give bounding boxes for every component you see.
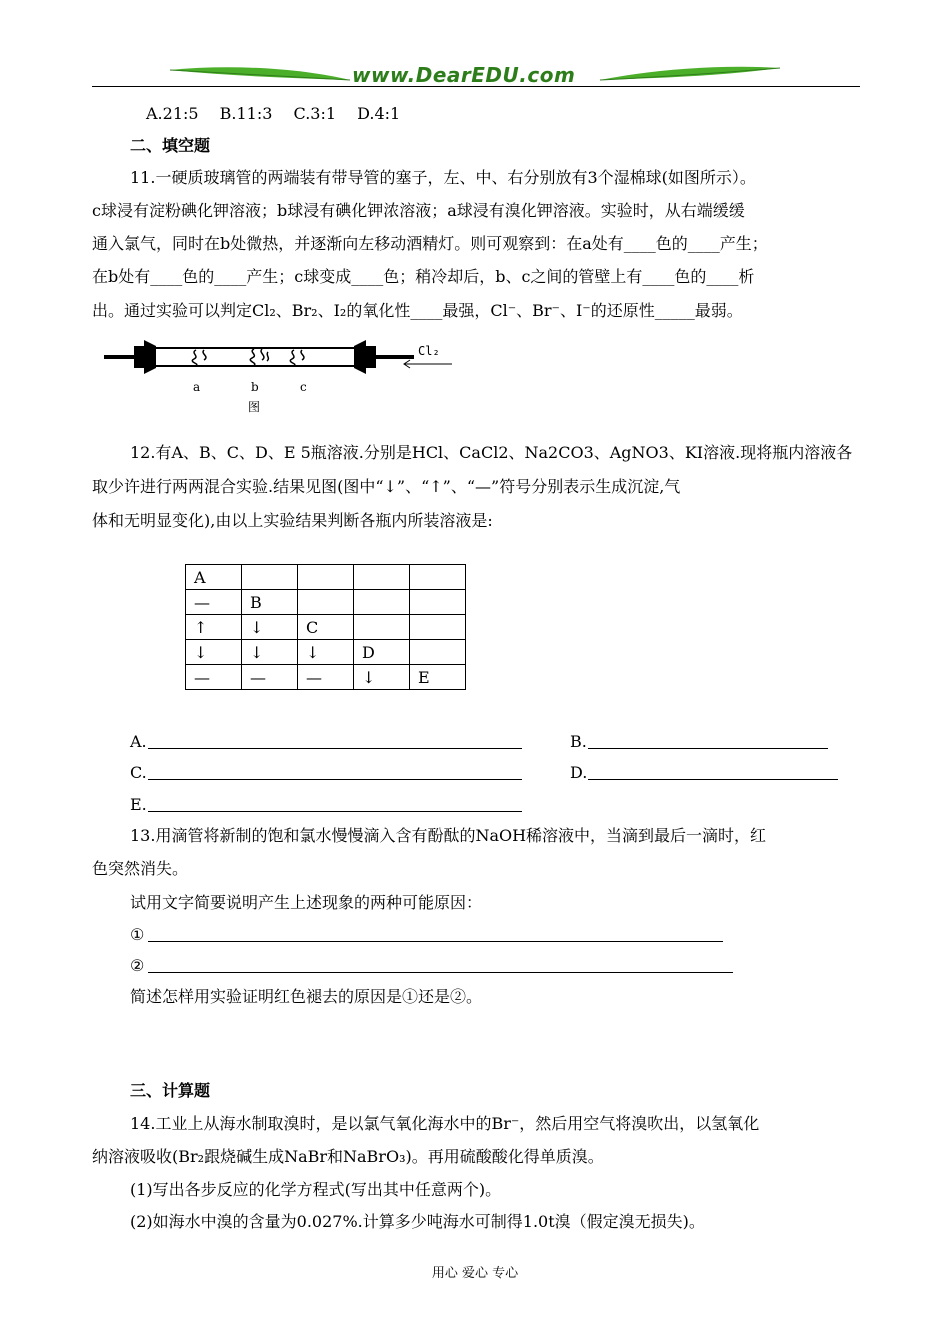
table-cell: —	[186, 590, 242, 615]
q14-line-3: (1)写出各步反应的化学方程式(写出其中任意两个)。	[130, 1180, 502, 1199]
q11-line-4: 在b处有____色的____产生；c球变成____色；稍冷却后，b、c之间的管壁上有____色的____析	[92, 267, 755, 286]
table-row	[186, 665, 466, 690]
table-cell: A	[186, 565, 242, 590]
answer-b-blank[interactable]	[588, 748, 828, 749]
table-cell	[410, 565, 466, 590]
answer-c-blank[interactable]	[148, 779, 522, 780]
q12-line-1: 12.有A、B、C、D、E 5瓶溶液.分别是HCl、CaCl2、Na2CO3、AgNO3、KI溶液.现将瓶内溶液各	[130, 443, 853, 462]
glass-tube-figure	[104, 336, 464, 416]
answer-c-label: C.	[130, 763, 147, 782]
reason-2-label: ②	[130, 956, 145, 975]
table-cell: D	[354, 640, 410, 665]
q11-line-2: c球浸有淀粉碘化钾溶液；b球浸有碘化钾浓溶液；a球浸有溴化钾溶液。实验时，从右端缓缓	[92, 201, 745, 220]
reason-2-blank[interactable]	[148, 972, 733, 973]
q13-line-3: 试用文字简要说明产生上述现象的两种可能原因：	[130, 893, 483, 912]
q14-line-1: 14.工业上从海水制取溴时，是以氯气氧化海水中的Br⁻，然后用空气将溴吹出，以氢氧化	[130, 1114, 760, 1133]
reason-1-label: ①	[130, 925, 145, 944]
reaction-table	[185, 564, 466, 690]
section2-title: 二、填空题	[130, 136, 211, 155]
ball-b-label: b	[251, 380, 259, 394]
q14-line-4: (2)如海水中溴的含量为0.027%.计算多少吨海水可制得1.0t溴（假定溴无损失)。	[130, 1212, 705, 1231]
figure-caption: 图	[248, 400, 261, 414]
table-cell	[410, 640, 466, 665]
table-cell: C	[298, 615, 354, 640]
answer-a-label: A.	[130, 732, 147, 751]
table-cell: —	[186, 665, 242, 690]
page-footer: 用心 爱心 专心	[431, 1266, 519, 1281]
table-cell	[354, 565, 410, 590]
site-logo[interactable]: www.DearEDU.com	[352, 63, 576, 87]
table-cell	[354, 615, 410, 640]
answer-e-blank[interactable]	[148, 811, 522, 812]
answer-b-label: B.	[570, 732, 587, 751]
q11-line-3: 通入氯气，同时在b处微热，并逐渐向左移动酒精灯。则可观察到：在a处有____色的____产生；	[92, 234, 768, 253]
table-cell: ↓	[242, 640, 298, 665]
q11-line-5: 出。通过实验可以判定Cl₂、Br₂、I₂的氧化性____最强，Cl⁻、Br⁻、I⁻的还原性_____最弱。	[92, 301, 743, 320]
answer-a-blank[interactable]	[148, 748, 522, 749]
table-cell: —	[242, 665, 298, 690]
table-cell: —	[298, 665, 354, 690]
header-rule	[92, 86, 860, 87]
answer-e-label: E.	[130, 795, 147, 814]
table-cell: B	[242, 590, 298, 615]
table-cell	[298, 590, 354, 615]
q13-line-2: 色突然消失。	[92, 859, 189, 878]
ball-c-label: c	[300, 380, 307, 394]
q11-line-1: 11.一硬质玻璃管的两端装有带导管的塞子，左、中、右分别放有3个湿棉球(如图所示）。	[130, 168, 756, 187]
table-cell: ↓	[186, 640, 242, 665]
table-cell	[242, 565, 298, 590]
q13-line-6: 简述怎样用实验证明红色褪去的原因是①还是②。	[130, 987, 483, 1006]
table-row	[186, 640, 466, 665]
table-cell: E	[410, 665, 466, 690]
table-row	[186, 615, 466, 640]
q13-line-1: 13.用滴管将新制的饱和氯水慢慢滴入含有酚酞的NaOH稀溶液中，当滴到最后一滴时，红	[130, 826, 767, 845]
table-row	[186, 565, 466, 590]
table-cell	[354, 590, 410, 615]
answer-d-blank[interactable]	[588, 779, 838, 780]
q12-line-3: 体和无明显变化),由以上实验结果判断各瓶内所装溶液是:	[92, 511, 493, 530]
table-cell	[410, 615, 466, 640]
table-cell: ↓	[354, 665, 410, 690]
table-cell: ↓	[242, 615, 298, 640]
table-cell: ↓	[298, 640, 354, 665]
table-cell	[298, 565, 354, 590]
q12-line-2: 取少许进行两两混合实验.结果见图(图中“↓”、“↑”、“—”符号分别表示生成沉淀,气	[92, 477, 681, 496]
reason-1-blank[interactable]	[148, 941, 723, 942]
ball-a-label: a	[193, 380, 201, 394]
table-row	[186, 590, 466, 615]
q10-options: A.21:5 B.11:3 C.3:1 D.4:1	[146, 104, 401, 123]
answer-d-label: D.	[570, 763, 588, 782]
table-cell: ↑	[186, 615, 242, 640]
q14-line-2: 纳溶液吸收(Br₂跟烧碱生成NaBr和NaBrO₃)。再用硫酸酸化得单质溴。	[92, 1147, 604, 1166]
table-cell	[410, 590, 466, 615]
section3-title: 三、计算题	[130, 1081, 211, 1100]
chlorine-label: Cl₂	[418, 344, 440, 358]
